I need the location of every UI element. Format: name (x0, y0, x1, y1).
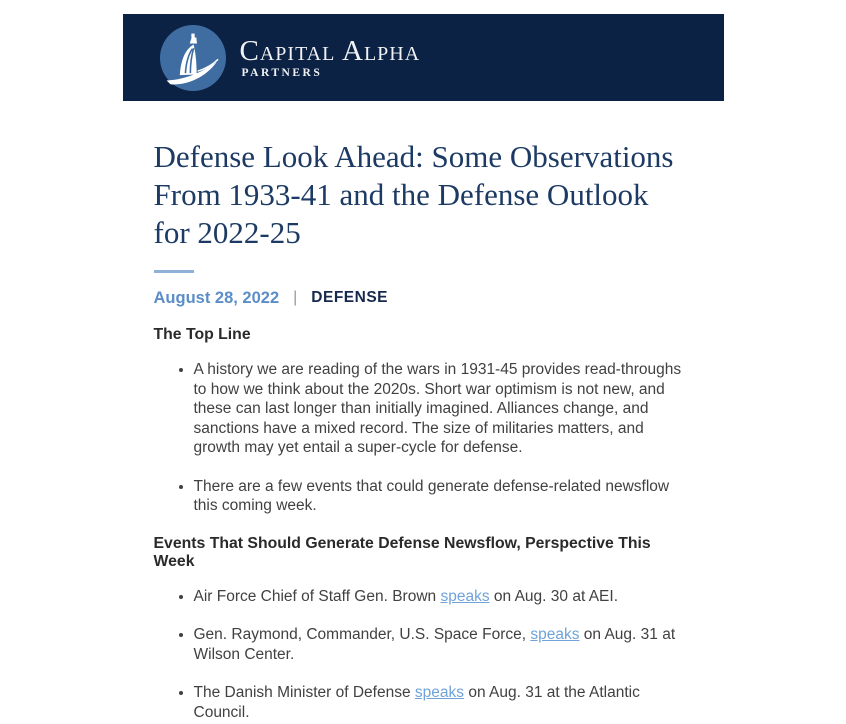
bullet-text: Gen. Raymond, Commander, U.S. Space Force, (193, 626, 531, 643)
bullet-list (154, 587, 685, 723)
brand-name: Capital Alpha (239, 34, 421, 67)
meta-separator: | (293, 289, 298, 306)
article-date: August 28, 2022 (153, 289, 280, 307)
bullet-item (194, 683, 685, 722)
bullet-text: on Aug. 30 at AEI. (489, 587, 618, 605)
article-body (123, 138, 724, 722)
section-heading: The Top Line (153, 326, 251, 343)
title-divider (154, 270, 194, 273)
bullet-text: The Danish Minister of Defense (193, 684, 415, 701)
brand-text (239, 34, 421, 79)
speaks-link[interactable]: speaks (440, 587, 490, 605)
bullet-text: Air Force Chief of Staff Gen. Brown (193, 587, 441, 605)
bullet-text: on Aug. 31 at Wilson Center. (193, 626, 676, 663)
document-page (0, 14, 846, 724)
bullet-item (194, 587, 685, 607)
category-tag: DEFENSE (311, 289, 389, 306)
bullet-text: on Aug. 31 at the Atlantic Council. (193, 684, 640, 721)
speaks-link[interactable]: speaks (530, 626, 580, 643)
bullet-item (194, 360, 685, 458)
capitol-dome-icon (160, 25, 226, 91)
article-sections (154, 326, 685, 722)
bullet-item (194, 625, 685, 664)
article-title: Defense Look Ahead: Some Observations From 1933-41 and the Defense Outlook for 2022-25 (153, 139, 674, 250)
bullet-text: There are a few events that could generate defense-related newsflow this coming week. (193, 477, 670, 514)
article-meta (154, 288, 685, 308)
section-heading: Events That Should Generate Defense Newsflow, Perspective This Week (153, 534, 651, 570)
bullet-item (194, 477, 685, 516)
bullet-list (154, 360, 685, 516)
bullet-text: A history we are reading of the wars in 1931-45 provides read-throughs to how we think about the 2020s. Short war optimism is not new, and these can last longer than initially imagined. Alliances change, and sanctions have a mixed record. The size of militaries matters, and growth may yet entail a super-cycle for defense. (193, 361, 682, 456)
speaks-link[interactable]: speaks (414, 684, 465, 701)
brand-subtitle: PARTNERS (241, 66, 323, 79)
header-bar (123, 14, 724, 101)
